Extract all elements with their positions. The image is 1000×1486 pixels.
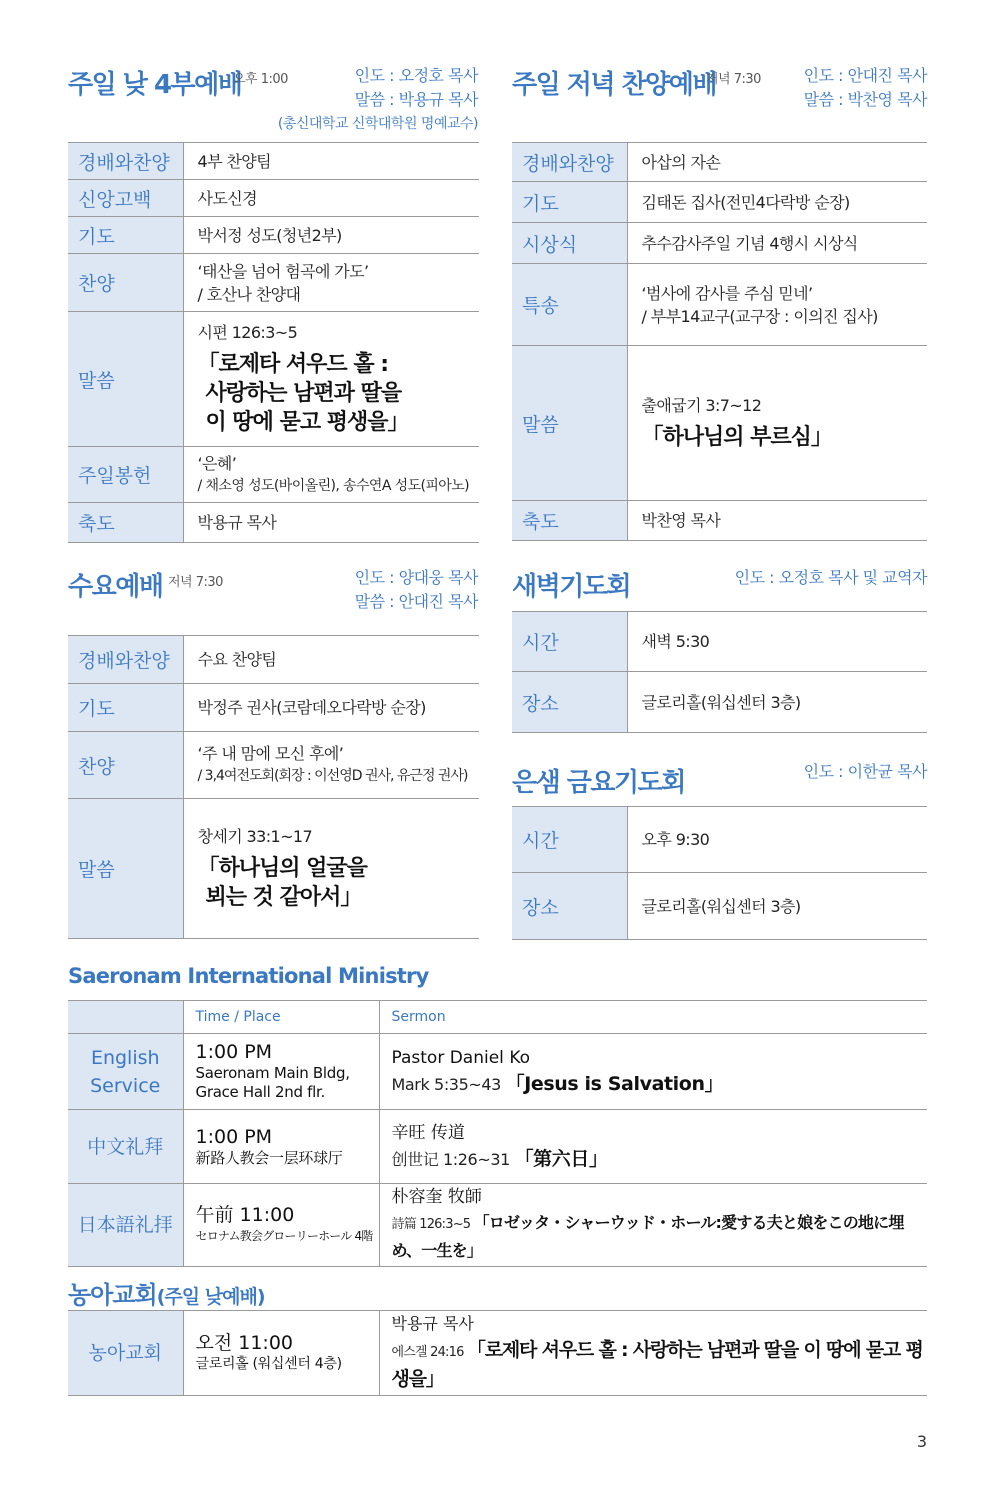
row-value: 박서정 성도(청년2부) (183, 217, 479, 254)
row-label: 시간 (522, 830, 559, 852)
s1-lead: 인도 : 오정호 목사 (354, 66, 478, 85)
sermon-title-1: 「하나님의 얼굴을 (197, 856, 367, 881)
scripture-ref: 창세기 33:1~17 (197, 827, 313, 846)
row-label: 찬양 (78, 755, 115, 778)
service-time: 1:00 PM (195, 1041, 273, 1063)
row-label: 경배와찬양 (522, 152, 614, 175)
sermon-cell (627, 346, 927, 501)
service-name: 농아교회 (68, 1311, 183, 1396)
scripture-ref: 에스겔 24:16 (391, 1345, 464, 1360)
service-place: 글로리홀 (워십센터 4층) (195, 1356, 342, 1372)
row-value: 오후 9:30 (627, 807, 927, 873)
service-name-2: Service (90, 1074, 161, 1097)
service-place-2: Grace Hall 2nd flr. (195, 1083, 325, 1101)
sermon-cell (183, 312, 479, 447)
row-value: 4부 찬양팀 (183, 143, 479, 180)
s3-leaders (355, 566, 478, 614)
table-row (68, 1110, 927, 1184)
s2-leaders (804, 64, 927, 112)
service-place: セロナム教会グローリーホール 4階 (195, 1229, 373, 1243)
row-value: ‘범사에 감사를 주심 믿네’ / 부부14교구(교구장 : 이의진 집사) (627, 264, 927, 346)
s4-lead: 인도 : 오정호 목사 및 교역자 (734, 568, 927, 587)
row-value: 박용규 목사 (183, 503, 479, 543)
scripture-ref: 출애굽기 3:7~12 (641, 396, 762, 415)
s4-table (512, 611, 927, 733)
row-label: 기도 (78, 698, 115, 720)
sermon-title-2: 사랑하는 남편과 딸을 (205, 381, 402, 406)
s3-table (68, 635, 479, 939)
row-value: ‘주 내 맘에 모신 후에’ / 3,4여전도회(회장 : 이선영D 권사, 유근정 권사) (183, 732, 479, 799)
scripture-ref: Mark 5:35~43 (391, 1075, 501, 1094)
row-label: 찬양 (78, 273, 115, 295)
row-label: 경배와찬양 (78, 650, 170, 672)
s2-table (512, 142, 927, 541)
service-time: 午前 11:00 (195, 1204, 295, 1226)
table-row (68, 1311, 927, 1396)
s2-title: 주일 저녁 찬양예배 (512, 70, 717, 100)
sermon-title-2: 뵈는 것 같아서」 (205, 885, 362, 910)
row-label: 특송 (522, 295, 559, 317)
row-value: 새벽 5:30 (627, 612, 927, 672)
row-value: 사도신경 (183, 180, 479, 217)
row-label: 축도 (522, 511, 559, 533)
service-place: 新路人教会一层环球厅 (195, 1148, 343, 1167)
sermon-title-1: 「로제타 셔우드 홀 : (197, 352, 389, 377)
table-row (68, 1184, 927, 1267)
nonga-title: 농아교회 (68, 1281, 157, 1309)
service-time: 1:00 PM (195, 1125, 273, 1148)
preacher: 辛旺 传道 (391, 1123, 465, 1143)
row-label: 시간 (522, 632, 559, 654)
sermon-title: 「ロゼッタ・シャーウッド・ホール:愛する夫と娘をこの地に埋め、一生を」 (391, 1213, 904, 1260)
service-place: Saeronam Main Bldg, (195, 1064, 350, 1082)
service-name: English (90, 1046, 160, 1069)
page-number: 3 (916, 1432, 927, 1451)
intl-header-time: Time / Place (183, 1001, 379, 1034)
row-label: 장소 (522, 896, 559, 919)
nonga-table (68, 1310, 927, 1396)
row-label: 장소 (522, 692, 559, 715)
row-label: 시상식 (522, 233, 578, 256)
service-name: 日本語礼拝 (77, 1214, 173, 1236)
sermon-title-1: 「하나님의 부르심」 (641, 425, 832, 450)
s3-lead: 인도 : 양대웅 목사 (354, 568, 478, 587)
row-value: ‘태산을 넘어 험곡에 가도’ / 호산나 찬양대 (183, 254, 479, 312)
service-time: 오전 11:00 (195, 1332, 294, 1354)
row-value: 글로리홀(워십센터 3층) (627, 672, 927, 733)
sermon-title: 「Jesus is Salvation」 (505, 1073, 724, 1095)
intl-header-sermon: Sermon (379, 1001, 927, 1034)
row-value: 김태돈 집사(전민4다락방 순장) (627, 182, 927, 223)
row-value: 글로리홀(워십센터 3층) (627, 873, 927, 940)
row-label: 말씀 (78, 369, 115, 392)
s2-preacher: 말씀 : 박찬영 목사 (803, 90, 927, 109)
row-label: 경배와찬양 (78, 151, 170, 174)
preacher: 박용규 목사 (391, 1314, 474, 1333)
sermon-title: 「로제타 셔우드 홀 : 사랑하는 남편과 딸을 이 땅에 묻고 평생을」 (391, 1339, 923, 1390)
nonga-subtitle: (주일 낮예배) (156, 1286, 265, 1308)
s2-time: 저녁 7:30 (706, 72, 761, 87)
s3-preacher: 말씀 : 안대진 목사 (354, 592, 478, 611)
table-row (68, 1034, 927, 1110)
row-label: 기도 (522, 192, 559, 215)
s3-title: 수요예배 (68, 572, 163, 602)
s5-lead: 인도 : 이한균 목사 (803, 762, 927, 781)
nonga-heading (68, 1275, 265, 1310)
row-value: 아삽의 자손 (627, 143, 927, 182)
s1-preacher: 말씀 : 박용규 목사 (354, 90, 478, 109)
s4-title: 새벽기도회 (512, 572, 631, 602)
row-label: 말씀 (78, 859, 115, 881)
service-name: 中文礼拜 (87, 1135, 164, 1158)
scripture-ref: 詩篇 126:3~5 (391, 1217, 471, 1232)
s5-title: 은샘 금요기도회 (512, 768, 685, 798)
row-label: 주일봉헌 (78, 465, 152, 487)
preacher: Pastor Daniel Ko (391, 1048, 531, 1068)
s1-time: 오후 1:00 (233, 72, 288, 87)
row-value: 수요 찬양팀 (183, 636, 479, 684)
row-value: ‘은혜’ / 채소영 성도(바이올린), 송수연A 성도(피아노) (183, 447, 479, 503)
s2-lead: 인도 : 안대진 목사 (803, 66, 927, 85)
intl-table (68, 1000, 927, 1267)
scripture-ref: 创世记 1:26~31 (391, 1150, 510, 1169)
sermon-title-3: 이 땅에 묻고 평생을」 (205, 410, 409, 435)
sermon-cell (183, 799, 479, 939)
row-label: 신앙고백 (78, 188, 152, 211)
s1-title: 주일 낮 4부예배 (68, 70, 242, 100)
intl-title: Saeronam International Ministry (68, 964, 429, 988)
s5-table (512, 806, 927, 940)
s1-affiliation: (총신대학교 신학대학원 명예교수) (277, 116, 478, 132)
row-value: 추수감사주일 기념 4행시 시상식 (627, 223, 927, 264)
row-label: 축도 (78, 513, 115, 535)
sermon-title: 「第六日」 (514, 1148, 608, 1170)
preacher: 朴容奎 牧師 (391, 1187, 482, 1207)
row-label: 기도 (78, 225, 115, 248)
row-label: 말씀 (522, 413, 559, 436)
scripture-ref: 시편 126:3~5 (197, 323, 298, 342)
row-value: 박정주 권사(코람데오다락방 순장) (183, 684, 479, 732)
s1-table (68, 142, 479, 543)
row-value: 박찬영 목사 (627, 501, 927, 541)
s3-time: 저녁 7:30 (168, 575, 223, 590)
s1-leaders (278, 64, 478, 136)
